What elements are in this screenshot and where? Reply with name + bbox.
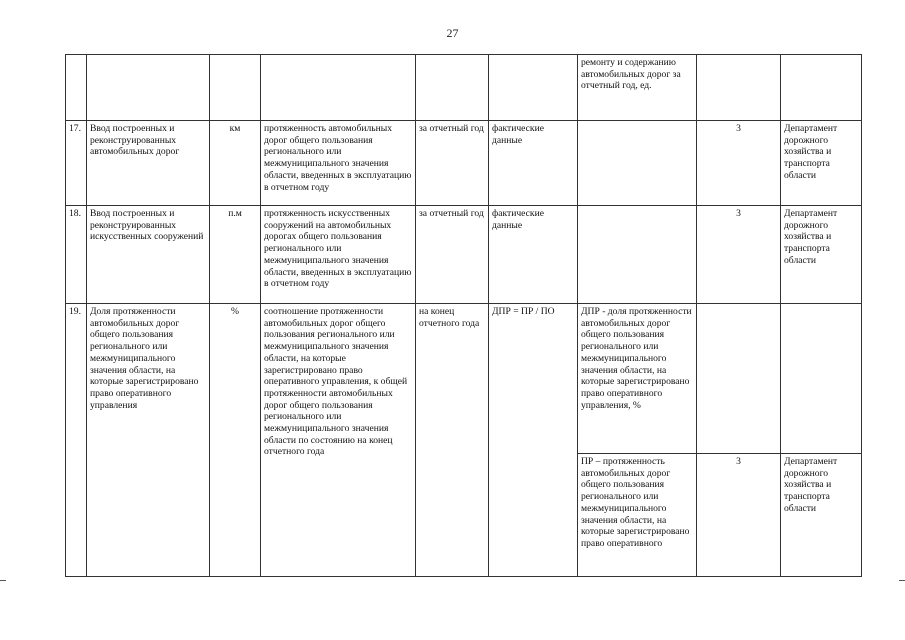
scan-edge-mark (899, 580, 905, 581)
explanation-cell (578, 206, 697, 304)
row-number-cell (66, 55, 87, 121)
indicator-name-cell: Доля протяженности автомобильных дорог общего пользования регионального или межмуниципального значения области, на которые зарегистрировано право оперативного управления (87, 304, 210, 577)
definition-cell (261, 55, 416, 121)
indicator-name-cell (87, 55, 210, 121)
source-code-cell: 3 (697, 454, 781, 577)
period-cell: за отчетный год (416, 206, 489, 304)
definition-cell: протяженность автомобильных дорог общего пользования регионального или межмуниципального значения области, введенных в эксплуатацию в отчетном году (261, 121, 416, 206)
responsible-cell: Департамент дорожного хозяйства и транспорта области (781, 454, 862, 577)
row-number-cell: 17. (66, 121, 87, 206)
method-cell: фактические данные (489, 121, 578, 206)
explanation-cell: ПР – протяженность автомобильных дорог общего пользования регионального или межмуниципального значения области, на которые зарегистрировано право оперативного (578, 454, 697, 577)
method-cell: фактические данные (489, 206, 578, 304)
source-code-cell: 3 (697, 206, 781, 304)
responsible-cell (781, 55, 862, 121)
explanation-cell: ремонту и содержанию автомобильных дорог за отчетный год, ед. (578, 55, 697, 121)
table-row (66, 304, 862, 454)
method-cell (489, 55, 578, 121)
indicator-table (65, 54, 862, 577)
responsible-cell: Департамент дорожного хозяйства и транспорта области (781, 206, 862, 304)
indicator-name-cell: Ввод построенных и реконструированных автомобильных дорог (87, 121, 210, 206)
table-row (66, 121, 862, 206)
unit-cell: % (210, 304, 261, 577)
row-number-cell: 18. (66, 206, 87, 304)
period-cell: за отчетный год (416, 121, 489, 206)
responsible-cell (781, 304, 862, 454)
table-row (66, 206, 862, 304)
method-cell: ДПР = ПР / ПО (489, 304, 578, 577)
explanation-cell (578, 121, 697, 206)
definition-cell: соотношение протяженности автомобильных дорог общего пользования регионального или межмуниципального значения области, на которые зарегистрировано право оперативного управления, к общей протяженности автомобильных дорог общего пользования регионального или межмуниципального значения области по состоянию на конец отчетного года (261, 304, 416, 577)
source-code-cell (697, 304, 781, 454)
row-number-cell: 19. (66, 304, 87, 577)
unit-cell (210, 55, 261, 121)
page-number: 27 (446, 26, 459, 40)
responsible-cell: Департамент дорожного хозяйства и транспорта области (781, 121, 862, 206)
source-code-cell (697, 55, 781, 121)
table-row (66, 55, 862, 121)
indicator-name-cell: Ввод построенных и реконструированных искусственных сооружений (87, 206, 210, 304)
source-code-cell: 3 (697, 121, 781, 206)
scan-edge-mark (0, 580, 6, 581)
explanation-cell: ДПР - доля протяженности автомобильных дорог общего пользования регионального или межмуниципального значения области, на которые зарегистрировано право оперативного управления, % (578, 304, 697, 454)
period-cell: на конец отчетного года (416, 304, 489, 577)
unit-cell: п.м (210, 206, 261, 304)
unit-cell: км (210, 121, 261, 206)
definition-cell: протяженность искусственных сооружений на автомобильных дорогах общего пользования регионального или межмуниципального значения области, введенных в эксплуатацию в отчетном году (261, 206, 416, 304)
period-cell (416, 55, 489, 121)
